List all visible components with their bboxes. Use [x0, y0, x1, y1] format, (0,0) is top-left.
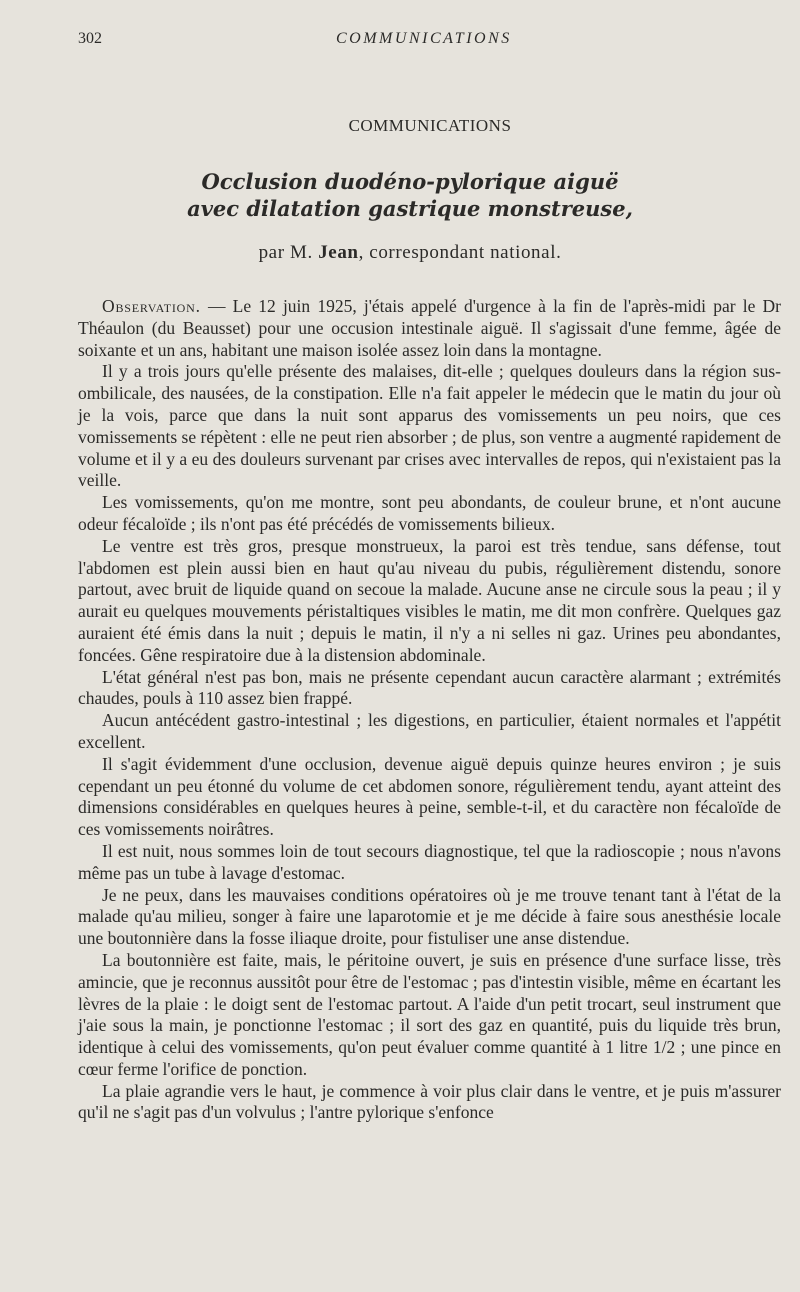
page-number: 302 — [78, 30, 102, 47]
article-title — [0, 168, 800, 222]
paragraph: Aucun antécédent gastro-intestinal ; les digestions, en particulier, étaient normales et l'appétit excellent. — [78, 710, 781, 752]
byline-author: Jean — [318, 242, 359, 263]
paragraph: Il s'agit évidemment d'une occlusion, devenue aiguë depuis quinze heures environ ; je suis cependant un peu étonné du volume de cet abdomen sonore, régulièrement tendu, ayant atteint des dimensions considérables en quelques heures à peine, semble-t-il, et du caractère non fécaloïde de ces vomissements noirâtres. — [78, 753, 781, 840]
observation-lead: Observation. — [102, 296, 201, 316]
paragraph: Les vomissements, qu'on me montre, sont peu abondants, de couleur brune, et n'ont aucune odeur fécaloïde ; ils n'ont pas été précédés de vomissements bilieux. — [78, 492, 781, 534]
paragraph — [78, 296, 781, 361]
paragraph: Le ventre est très gros, presque monstrueux, la paroi est très tendue, sans défense, tout l'abdomen est plein aussi bien en haut qu'au niveau du pubis, régulièrement distendu, sonore partout, avec bruit de liquide quand on secoue la malade. Aucune anse ne circule sous la peau ; il y aurait eu quelques mouvements péristaltiques visibles le matin, me dit mon confrère. Quelques gaz auraient été émis dans la nuit ; depuis le matin, il n'y a ni selles ni gaz. Urines peu abondantes, foncées. Gêne respiratoire due à la distension abdominale. — [78, 535, 781, 665]
paragraph: Il est nuit, nous sommes loin de tout secours diagnostique, tel que la radioscopie ; nous n'avons même pas un tube à lavage d'estomac. — [78, 840, 781, 883]
byline-suffix: , correspondant national. — [358, 242, 562, 263]
article-title-line-1: Occlusion duodéno-pylorique aiguë — [201, 169, 619, 194]
paragraph: Je ne peux, dans les mauvaises conditions opératoires où je me trouve tenant tant à l'état de la malade qu'au milieu, songer à faire une laparotomie et je me décide à faire sous anesthésie locale une boutonnière dans la fosse iliaque droite, pour fistuliser une anse distendue. — [78, 884, 781, 949]
paragraph-text: — Le 12 juin 1925, j'étais appelé d'urgence à la fin de l'après-midi par le Dr Théaulon (du Beausset) pour une occusion intestinale aiguë. Il s'agissait d'une femme, âgée de soixante et un ans, habitant une maison isolée assez loin dans la montagne. — [78, 296, 781, 360]
running-head — [78, 30, 780, 52]
paragraph: La plaie agrandie vers le haut, je commence à voir plus clair dans le ventre, et je puis m'assurer qu'il ne s'agit pas d'un volvulus ; l'antre pylorique s'enfonce — [78, 1080, 781, 1123]
article-body — [78, 296, 781, 1124]
byline-prefix: par M. — [258, 242, 313, 263]
paragraph: Il y a trois jours qu'elle présente des malaises, dit-elle ; quelques douleurs dans la région sus-ombilicale, des nausées, de la constipation. Elle n'a fait appeler le médecin que le matin du jour où je la vois, parce que dans la nuit sont apparus des vomissements un peu noirs, que ces vomissements se répètent : elle ne peut rien absorber ; de plus, son ventre a augmenté rapidement de volume et il y a eu des douleurs survenant par crises avec intervalles de repos, qui n'existaient pas la veille. — [78, 361, 781, 491]
paragraph: La boutonnière est faite, mais, le péritoine ouvert, je suis en présence d'une surface lisse, très amincie, que je reconnus aussitôt pour être de l'estomac ; pas d'intestin visible, même en écartant les lèvres de la plaie : le doigt sent de l'estomac partout. A l'aide d'un petit trocart, seul instrument que j'aie sous la main, je ponctionne l'estomac ; il sort des gaz en quantité, puis du liquide très brun, identique à celui des vomissements, qu'on peut évaluer comme quantité à 1 litre 1/2 ; une pince en cœur ferme l'orifice de ponction. — [78, 949, 781, 1079]
section-heading: COMMUNICATIONS — [348, 116, 512, 135]
running-title: COMMUNICATIONS — [336, 30, 512, 47]
article-title-line-2: avec dilatation gastrique monstreuse, — [187, 196, 633, 221]
byline — [0, 242, 800, 264]
paragraph: L'état général n'est pas bon, mais ne présente cependant aucun caractère alarmant ; extrémités chaudes, pouls à 110 assez bien frappé. — [78, 666, 781, 709]
